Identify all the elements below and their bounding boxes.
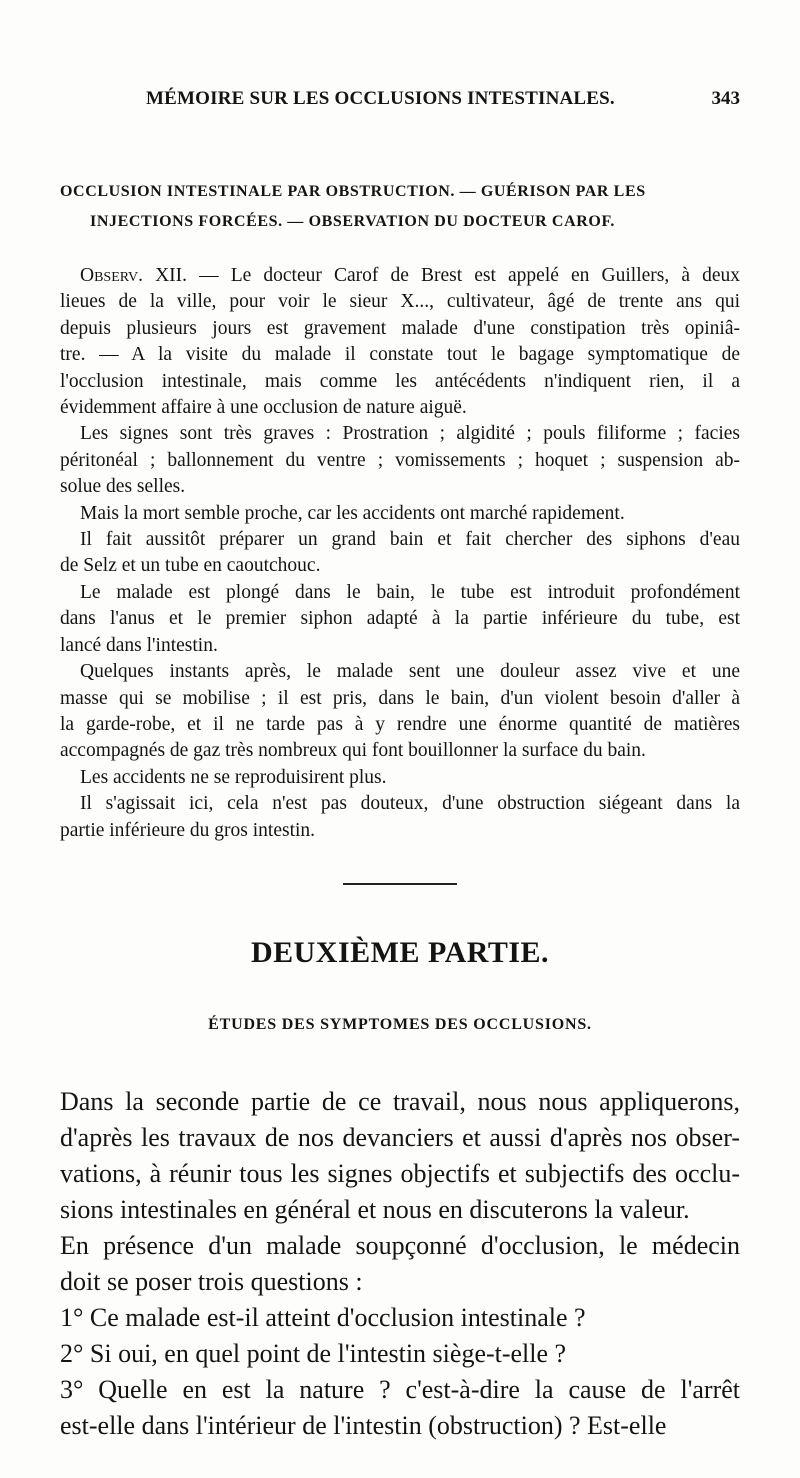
paragraph: [60, 501, 740, 527]
text-line: 1° Ce malade est-il atteint d'occlusion intestinale ?: [60, 1303, 586, 1332]
text-line: 3° Quelle en est la nature ? c'est-à-dire la cause de l'arrêt: [60, 1375, 740, 1404]
paragraph: [60, 1300, 740, 1336]
text-line: En présence d'un malade soupçonné d'occlusion, le médecin: [60, 1231, 740, 1260]
text-line: Le malade est plongé dans le bain, le tube est introduit profondément: [80, 581, 740, 603]
text-line: sions intestinales en général et nous en discuterons la valeur.: [60, 1195, 690, 1224]
section-divider: [343, 883, 457, 885]
paragraph: [60, 1228, 740, 1300]
paragraph: [60, 765, 740, 791]
paragraph: [60, 791, 740, 844]
text-line: dans l'anus et le premier siphon adapté à la partie inférieure du tube, est: [60, 608, 740, 630]
text-line: Dans la seconde partie de ce travail, nous nous appliquerons,: [60, 1087, 740, 1116]
text-line: partie inférieure du gros intestin.: [60, 819, 316, 841]
running-header: [60, 88, 740, 118]
observation-heading-line-2: INJECTIONS FORCÉES. — OBSERVATION DU DOCTEUR CAROF.: [90, 213, 615, 230]
text-line: la garde-robe, et il ne tarde pas à y rendre une énorme quantité de matières: [60, 713, 740, 735]
observation-heading: [60, 177, 740, 237]
part-title: DEUXIÈME PARTIE.: [250, 936, 550, 969]
observation-label: Observ.: [80, 265, 143, 286]
text-line: depuis plusieurs jours est gravement malade d'une constipation très opiniâ-: [60, 317, 740, 339]
paragraph: [60, 580, 740, 659]
paragraph: [60, 659, 740, 765]
paragraph: [60, 1372, 740, 1444]
text-line: est-elle dans l'intérieur de l'intestin (obstruction) ? Est-elle: [60, 1411, 667, 1440]
text-line: vations, à réunir tous les signes objectifs et subjectifs des occlu-: [60, 1159, 740, 1188]
observation-body: [60, 263, 740, 844]
part-subtitle: ÉTUDES DES SYMPTOMES DES OCCLUSIONS.: [208, 1016, 592, 1033]
text-line: d'après les travaux de nos devanciers et aussi d'après nos obser-: [60, 1123, 740, 1152]
text-line: l'occlusion intestinale, mais comme les antécédents n'indiquent rien, il a: [60, 370, 740, 392]
text-line: Quelques instants après, le malade sent une douleur assez vive et une: [80, 661, 740, 683]
text-line: Il fait aussitôt préparer un grand bain et fait chercher des siphons d'eau: [80, 529, 740, 551]
running-title: MÉMOIRE SUR LES OCCLUSIONS INTESTINALES.: [146, 88, 615, 109]
paragraph: [60, 1084, 740, 1228]
text-line: lieues de la ville, pour voir le sieur X..., cultivateur, âgé de trente ans qui: [60, 291, 740, 313]
text-line: Les signes sont très graves : Prostration ; algidité ; pouls filiforme ; facies: [80, 423, 740, 445]
paragraph: [60, 527, 740, 580]
page-number: 343: [711, 88, 740, 109]
text-line: Observ. XII. — Le docteur Carof de Brest est appelé en Guillers, à deux: [80, 265, 740, 286]
text-line: Les accidents ne se reproduisirent plus.: [80, 766, 387, 788]
text-line: lancé dans l'intestin.: [60, 634, 218, 656]
text-line: Il s'agissait ici, cela n'est pas douteux, d'une obstruction siégeant dans la: [80, 793, 740, 815]
text-line: doit se poser trois questions :: [60, 1267, 363, 1296]
text-line: tre. — A la visite du malade il constate tout le bagage symptomatique de: [60, 344, 740, 366]
text-line: solue des selles.: [60, 476, 186, 498]
paragraph: [60, 1336, 740, 1372]
observation-heading-line-1: OCCLUSION INTESTINALE PAR OBSTRUCTION. — GUÉRISON PAR LES: [60, 183, 646, 200]
text-line: péritonéal ; ballonnement du ventre ; vomissements ; hoquet ; suspension ab-: [60, 449, 740, 471]
text-line: accompagnés de gaz très nombreux qui font bouillonner la surface du bain.: [60, 740, 646, 762]
text-line: évidemment affaire à une occlusion de nature aiguë.: [60, 397, 467, 419]
main-body: [60, 1084, 740, 1444]
paragraph: [60, 263, 740, 421]
paragraph: [60, 421, 740, 500]
text-line: de Selz et un tube en caoutchouc.: [60, 555, 321, 577]
text-line: masse qui se mobilise ; il est pris, dans le bain, d'un violent besoin d'aller à: [60, 687, 740, 709]
text-line: Mais la mort semble proche, car les accidents ont marché rapidement.: [80, 502, 625, 524]
text-line: 2° Si oui, en quel point de l'intestin siège-t-elle ?: [60, 1339, 567, 1368]
